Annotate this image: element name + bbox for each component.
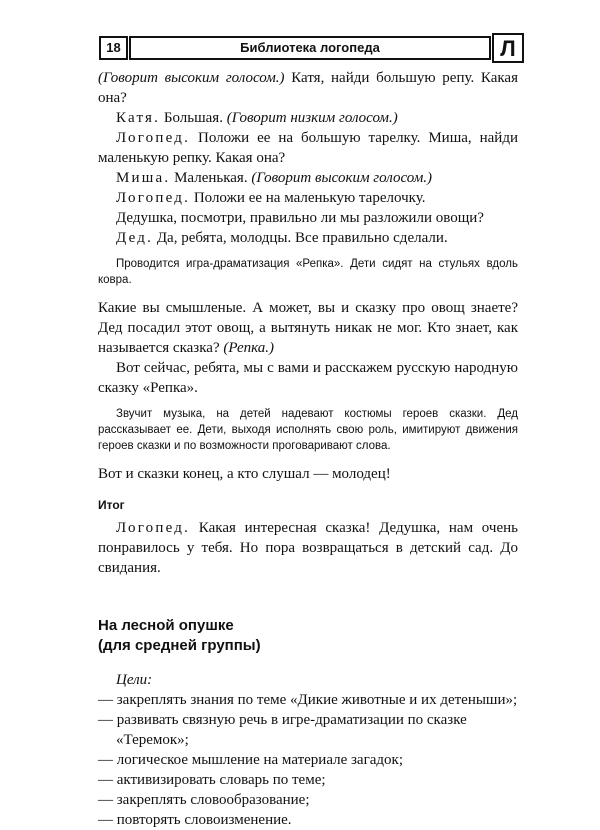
running-header	[99, 36, 518, 61]
dialogue-line: (Говорит высоким голосом.) Катя, найди большую репу. Какая она?	[98, 70, 518, 106]
goal-item: — развивать связную речь в игре-драматизации по сказке «Теремок»;	[98, 712, 467, 748]
speaker: Логопед.	[116, 130, 191, 146]
paragraph: Какие вы смышленые. А может, вы и сказку про овощ знаете? Дед посадил этот овощ, а вытянуть никак не мог. Кто знает, как называется сказка? (Репка.)	[98, 300, 518, 356]
goals-label: Цели:	[116, 672, 153, 688]
dialogue-line: Логопед. Положи ее на большую тарелку. Миша, найди маленькую репку. Какая она?	[98, 130, 518, 166]
paragraph: Логопед. Какая интересная сказка! Дедушка, нам очень понравилось у тебя. Но пора возвращаться в детский сад. До свидания.	[98, 520, 518, 576]
section-subtitle: (для средней группы)	[98, 637, 261, 654]
speaker: Логопед.	[116, 520, 191, 536]
dialogue-line: Миша. Маленькая. (Говорит высоким голосом.)	[116, 170, 433, 186]
dialogue-line: Дедушка, посмотри, правильно ли мы разложили овощи?	[116, 210, 484, 226]
goal-item: — активизировать словарь по теме;	[98, 772, 326, 788]
stage-note: Звучит музыка, на детей надевают костюмы героев сказки. Дед рассказывает ее. Дети, выходя исполнять свою роль, имитируют движения героев сказки и по возможности проговаривают слова.	[98, 408, 518, 452]
page-body	[98, 68, 518, 830]
goal-item: — повторять словоизменение.	[98, 812, 292, 828]
paragraph: Вот и сказки конец, а кто слушал — молодец!	[98, 466, 391, 482]
section-title: На лесной опушке	[98, 617, 234, 634]
dialogue-line: Дед. Да, ребята, молодцы. Все правильно сделали.	[116, 230, 448, 246]
speaker: Логопед.	[116, 190, 191, 206]
dialogue-line: Катя. Большая. (Говорит низким голосом.)	[116, 110, 398, 126]
dialogue-line: Логопед. Положи ее на маленькую тарелочку.	[116, 190, 426, 206]
goals-list	[98, 670, 518, 830]
goal-item: — закреплять словообразование;	[98, 792, 310, 808]
speaker: Катя.	[116, 110, 161, 126]
goal-item: — закреплять знания по теме «Дикие животные и их детеныши»;	[98, 692, 518, 708]
section-letter-badge: Л	[492, 33, 524, 63]
page-number: 18	[99, 36, 128, 60]
speaker: Миша.	[116, 170, 171, 186]
paragraph: Вот сейчас, ребята, мы с вами и расскажем русскую народную сказку «Репка».	[98, 360, 518, 396]
stage-note: Проводится игра-драматизация «Репка». Дети сидят на стульях вдоль ковра.	[98, 258, 518, 286]
running-title: Библиотека логопеда	[129, 36, 491, 60]
speaker: Дед.	[116, 230, 154, 246]
goal-item: — логическое мышление на материале загадок;	[98, 752, 403, 768]
subheading: Итог	[98, 498, 125, 512]
